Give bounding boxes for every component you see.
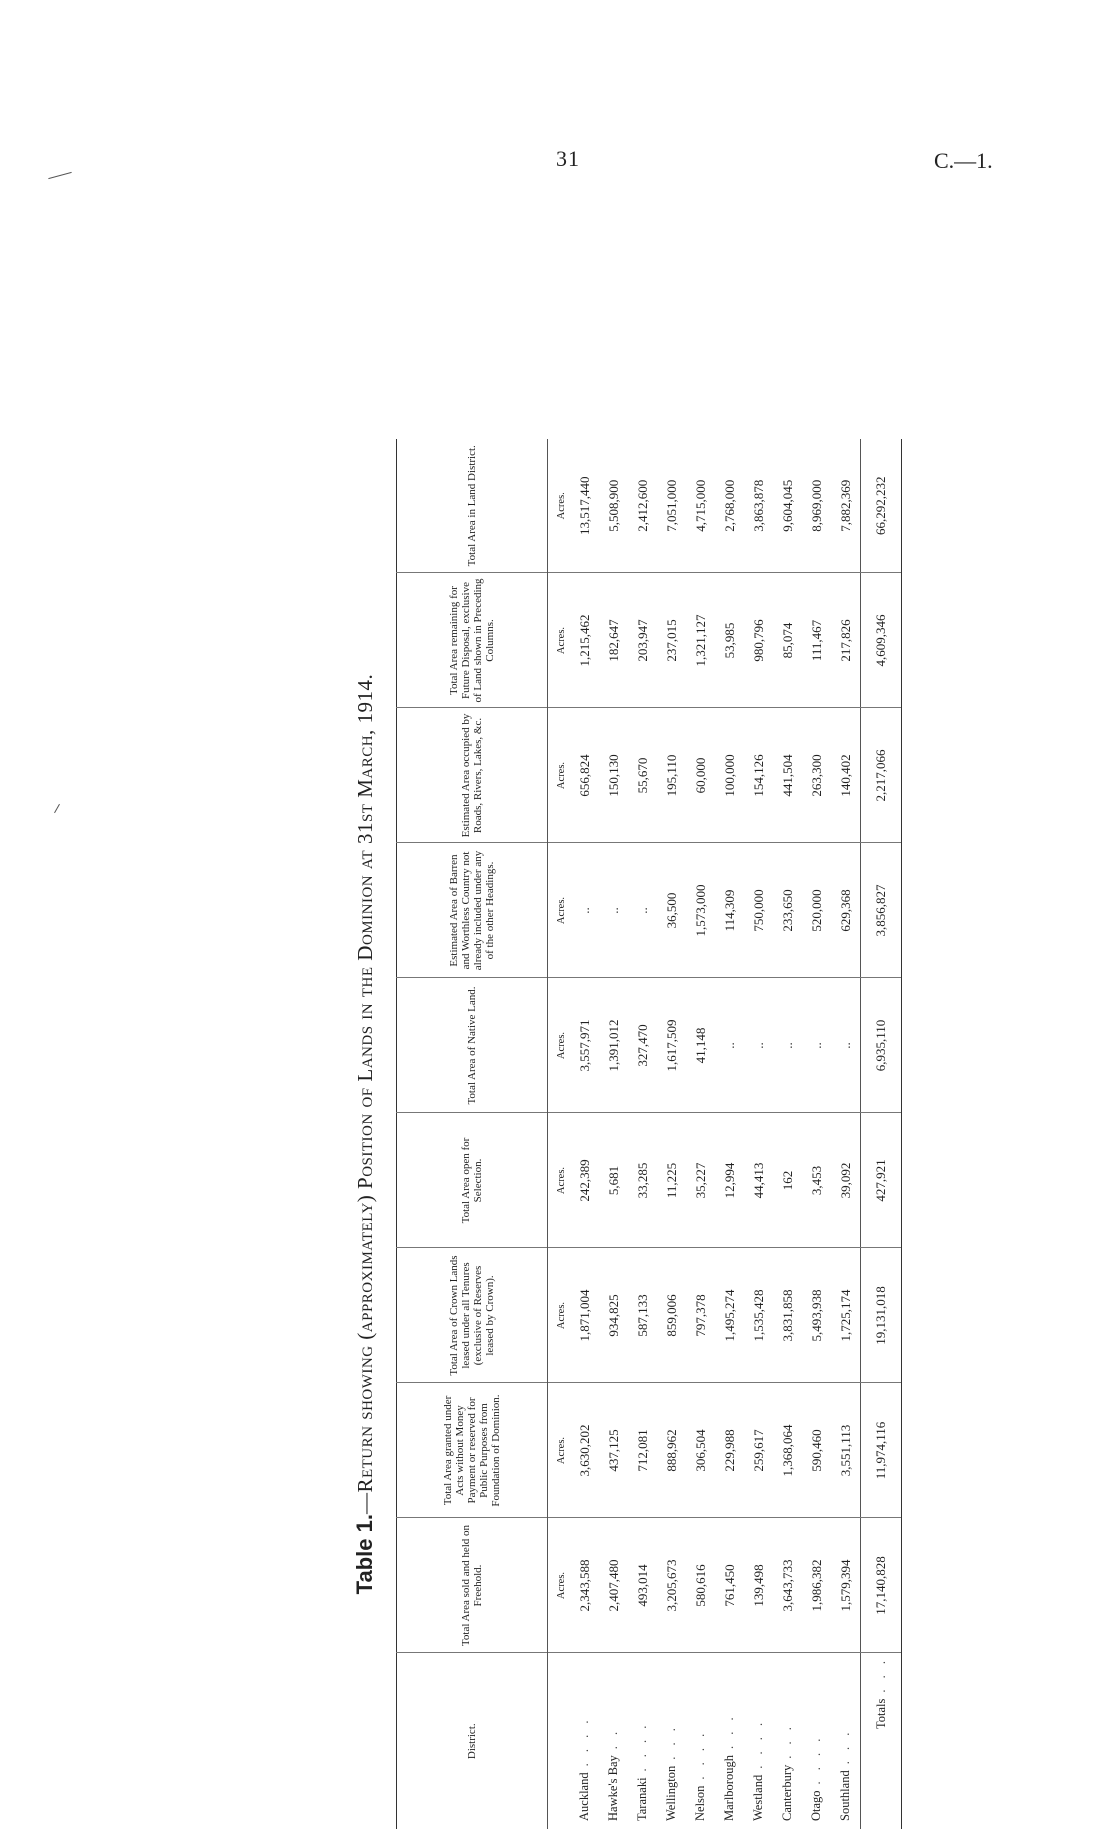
total-cell: 17,140,828	[861, 1518, 902, 1653]
total-cell: 19,131,018	[861, 1248, 902, 1383]
value-cell: 3,551,113	[831, 1383, 861, 1518]
value-cell: 7,882,369	[837, 479, 853, 532]
page-number: 31	[556, 146, 580, 171]
value-cell: 859,006	[657, 1248, 686, 1383]
value-cell: 1,535,428	[744, 1248, 773, 1383]
stray-mark	[48, 172, 71, 179]
value-cell: 629,368	[831, 843, 861, 978]
value-cell: 140,402	[831, 708, 861, 843]
value-cell: 1,579,394	[831, 1518, 861, 1653]
unit-label: Acres.	[548, 843, 571, 978]
value-cell: 888,962	[657, 1383, 686, 1518]
value-cell: 3,630,202	[570, 1383, 599, 1518]
value-cell: 2,768,000	[721, 479, 737, 532]
column-header: Total Area in Land District.	[397, 439, 548, 573]
value-cell: 41,148	[686, 978, 715, 1113]
totals-label: Totals	[873, 1698, 888, 1729]
value-cell: ..	[570, 843, 599, 978]
value-cell: 656,824	[570, 708, 599, 843]
value-cell: 441,504	[773, 708, 802, 843]
district-name: Hawke's Bay	[606, 1755, 620, 1821]
value-cell: 203,947	[628, 573, 657, 708]
district-cell	[599, 1653, 628, 1829]
value-cell: 259,617	[744, 1383, 773, 1518]
total-cell: 427,921	[861, 1113, 902, 1248]
leader-dots: . . .	[873, 1657, 888, 1693]
value-cell: 263,300	[802, 708, 831, 843]
unit-label	[548, 1653, 571, 1829]
value-cell: 53,985	[715, 573, 744, 708]
value-cell: 437,125	[599, 1383, 628, 1518]
value-cell: 114,309	[715, 843, 744, 978]
leader-dots: . .	[606, 1727, 620, 1750]
value-cell: 8,969,000	[808, 479, 824, 532]
leader-dots: . . .	[838, 1728, 852, 1765]
total-cell: 4,609,346	[861, 573, 902, 708]
value-cell: 12,994	[715, 1113, 744, 1248]
value-cell: 233,650	[773, 843, 802, 978]
column-header: Total Area open for Selection.	[397, 1113, 548, 1248]
district-cell	[773, 1653, 802, 1829]
value-cell: 2,407,480	[599, 1518, 628, 1653]
value-cell: 182,647	[599, 573, 628, 708]
value-cell: 111,467	[802, 573, 831, 708]
value-cell: ..	[802, 978, 831, 1113]
value-cell: 3,831,858	[773, 1248, 802, 1383]
header-row	[397, 439, 548, 1829]
value-cell: 306,504	[686, 1383, 715, 1518]
unit-label: Acres.	[548, 1518, 571, 1653]
value-cell: 55,670	[628, 708, 657, 843]
value-cell: 2,343,588	[570, 1518, 599, 1653]
value-cell: 3,643,733	[773, 1518, 802, 1653]
district-cell	[657, 1653, 686, 1829]
table-row	[802, 439, 831, 1829]
total-cell: 66,292,232	[861, 439, 902, 573]
value-cell: 3,863,878	[750, 479, 766, 532]
district-cell	[802, 1653, 831, 1829]
column-header: Total Area remaining for Future Disposal, exclusive of Land shown in Preceding Columns.	[397, 573, 548, 708]
table-row	[628, 439, 657, 1829]
district-name: Wellington	[664, 1765, 678, 1821]
value-cell: 85,074	[773, 573, 802, 708]
table-row	[686, 439, 715, 1829]
column-header: Total Area granted under Acts without Money Payment or reserved for Public Purposes from Foundation of Dominion.	[397, 1383, 548, 1518]
value-cell: 60,000	[686, 708, 715, 843]
table-row	[599, 439, 628, 1829]
value-cell: 5,681	[599, 1113, 628, 1248]
totals-row	[861, 439, 902, 1829]
rotated-table-container	[340, 439, 888, 1829]
units-row	[548, 439, 571, 1829]
table-row	[831, 439, 861, 1829]
lands-table	[396, 439, 902, 1829]
value-cell: 13,517,440	[576, 476, 592, 535]
leader-dots: . . .	[664, 1724, 678, 1760]
column-header: Estimated Area of Barren and Worthless Country not already included under any of the other Headings.	[397, 843, 548, 978]
unit-label: Acres.	[548, 573, 571, 708]
value-cell: ..	[599, 843, 628, 978]
value-cell: 229,988	[715, 1383, 744, 1518]
value-cell: 1,215,462	[570, 573, 599, 708]
value-cell: 580,616	[686, 1518, 715, 1653]
value-cell: 11,225	[657, 1113, 686, 1248]
leader-dots: . . . .	[693, 1729, 707, 1780]
district-cell	[744, 1653, 773, 1829]
value-cell: 33,285	[628, 1113, 657, 1248]
table-number: Table 1.	[352, 1514, 377, 1595]
value-cell: ..	[773, 978, 802, 1113]
value-cell: 154,126	[744, 708, 773, 843]
value-cell: 44,413	[744, 1113, 773, 1248]
total-cell: 3,856,827	[861, 843, 902, 978]
table-description: —Return showing (approximately) Position of Lands in the Dominion at 31st March, 1914.	[353, 673, 377, 1515]
district-cell	[715, 1653, 744, 1829]
value-cell: 1,391,012	[599, 978, 628, 1113]
value-cell: 750,000	[744, 843, 773, 978]
value-cell: 195,110	[657, 708, 686, 843]
value-cell: 3,453	[802, 1113, 831, 1248]
district-cell	[686, 1653, 715, 1829]
table-caption	[340, 439, 390, 1829]
value-cell: 242,389	[570, 1113, 599, 1248]
district-name: Southland	[838, 1770, 852, 1821]
value-cell: 1,871,004	[570, 1248, 599, 1383]
value-cell: 35,227	[686, 1113, 715, 1248]
value-cell: ..	[715, 978, 744, 1113]
unit-label: Acres.	[548, 1383, 571, 1518]
column-header: Estimated Area occupied by Roads, Rivers, Lakes, &c.	[397, 708, 548, 843]
value-cell: ..	[831, 978, 861, 1113]
district-name: Taranaki	[635, 1777, 649, 1821]
table-row	[715, 439, 744, 1829]
value-cell: 980,796	[744, 573, 773, 708]
leader-dots: . . . .	[635, 1721, 649, 1772]
value-cell: 590,460	[802, 1383, 831, 1518]
unit-label: Acres.	[555, 492, 567, 520]
district-name: Nelson	[693, 1785, 707, 1821]
district-cell	[628, 1653, 657, 1829]
total-cell: 11,974,116	[861, 1383, 902, 1518]
document-code: C.—1.	[934, 148, 993, 173]
value-cell: 150,130	[599, 708, 628, 843]
value-cell: 5,493,938	[802, 1248, 831, 1383]
column-header: Total Area of Native Land.	[397, 978, 548, 1113]
leader-dots: . . .	[780, 1723, 794, 1759]
value-cell: 7,051,000	[663, 479, 679, 532]
unit-label: Acres.	[548, 708, 571, 843]
unit-label: Acres.	[548, 978, 571, 1113]
value-cell: 1,368,064	[773, 1383, 802, 1518]
value-cell: ..	[628, 843, 657, 978]
total-cell: 2,217,066	[861, 708, 902, 843]
district-cell	[570, 1653, 599, 1829]
table-row	[773, 439, 802, 1829]
leader-dots: . . . .	[809, 1734, 823, 1785]
unit-label: Acres.	[548, 1113, 571, 1248]
value-cell: ..	[744, 978, 773, 1113]
value-cell: 237,015	[657, 573, 686, 708]
value-cell: 1,495,274	[715, 1248, 744, 1383]
value-cell: 39,092	[831, 1113, 861, 1248]
table-row	[657, 439, 686, 1829]
value-cell: 1,725,174	[831, 1248, 861, 1383]
column-header: Total Area sold and held on Freehold.	[397, 1518, 548, 1653]
table-row	[570, 439, 599, 1829]
table-row	[744, 439, 773, 1829]
leader-dots: . . . .	[577, 1716, 591, 1767]
district-name: Marlborough	[722, 1755, 736, 1821]
district-name: Auckland	[577, 1772, 591, 1821]
value-cell: 139,498	[744, 1518, 773, 1653]
district-name: Otago	[809, 1790, 823, 1821]
value-cell: 587,133	[628, 1248, 657, 1383]
leader-dots: . . .	[722, 1713, 736, 1750]
value-cell: 3,205,673	[657, 1518, 686, 1653]
value-cell: 162	[773, 1113, 802, 1248]
column-header: Total Area of Crown Lands leased under all Tenures (exclusive of Reserves leased by Crown).	[397, 1248, 548, 1383]
value-cell: 2,412,600	[634, 479, 650, 532]
value-cell: 5,508,900	[605, 479, 621, 532]
value-cell: 1,321,127	[686, 573, 715, 708]
value-cell: 327,470	[628, 978, 657, 1113]
unit-label: Acres.	[548, 1248, 571, 1383]
value-cell: 797,378	[686, 1248, 715, 1383]
column-header: District.	[397, 1653, 548, 1829]
value-cell: 1,573,000	[686, 843, 715, 978]
value-cell: 520,000	[802, 843, 831, 978]
value-cell: 934,825	[599, 1248, 628, 1383]
stray-mark	[54, 804, 60, 813]
value-cell: 761,450	[715, 1518, 744, 1653]
value-cell: 493,014	[628, 1518, 657, 1653]
value-cell: 217,826	[831, 573, 861, 708]
value-cell: 100,000	[715, 708, 744, 843]
value-cell: 1,617,509	[657, 978, 686, 1113]
district-name: Canterbury	[780, 1764, 794, 1821]
total-cell: 6,935,110	[861, 978, 902, 1113]
value-cell: 3,557,971	[570, 978, 599, 1113]
value-cell: 9,604,045	[779, 479, 795, 532]
value-cell: 4,715,000	[692, 479, 708, 532]
value-cell: 36,500	[657, 843, 686, 978]
value-cell: 1,986,382	[802, 1518, 831, 1653]
district-name: Westland	[751, 1774, 765, 1821]
value-cell: 712,081	[628, 1383, 657, 1518]
leader-dots: . . . .	[751, 1718, 765, 1769]
district-cell	[831, 1653, 861, 1829]
totals-label-cell	[861, 1653, 902, 1829]
